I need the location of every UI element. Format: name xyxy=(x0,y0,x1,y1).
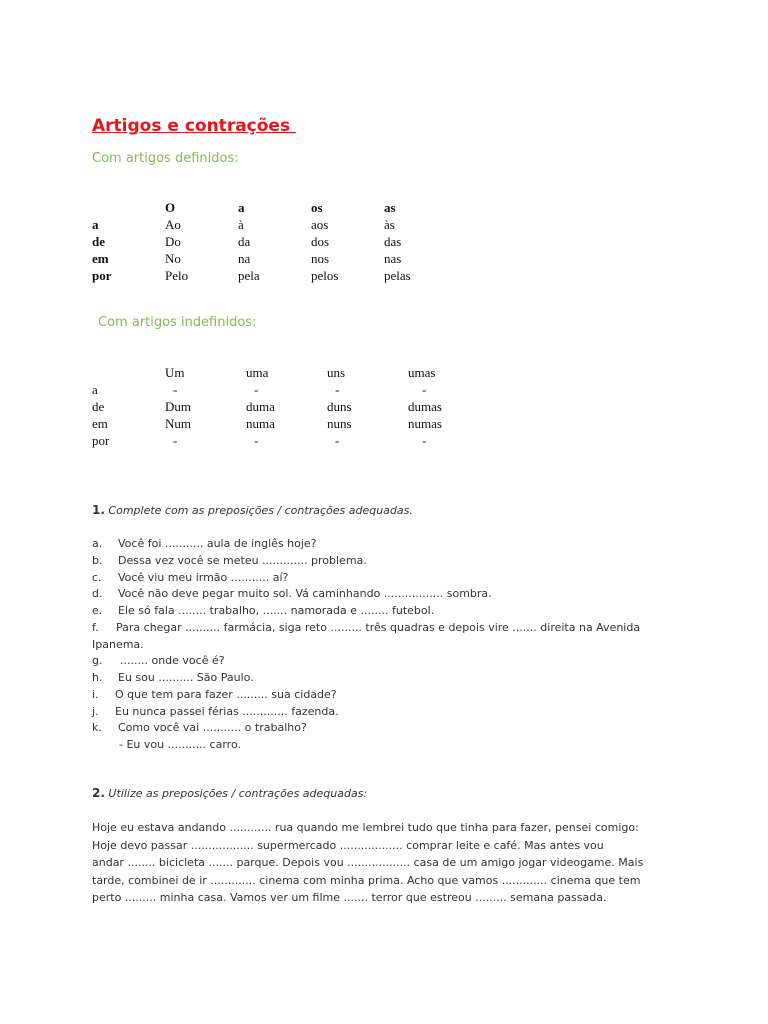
exercise-instruction: Utilize as preposições / contrações adequadas: xyxy=(108,787,368,800)
list-item xyxy=(92,670,692,687)
column-header: umas xyxy=(408,365,436,380)
table-header-row xyxy=(92,199,457,216)
table-cell: duns xyxy=(327,399,352,414)
row-label: de xyxy=(92,234,105,249)
table-cell: à xyxy=(238,217,244,232)
item-text: Ele só fala ........ trabalho, ....... namorada e ........ futebol. xyxy=(118,604,435,617)
table-cell: nuns xyxy=(327,416,352,431)
table-cell: Do xyxy=(165,234,181,249)
list-item xyxy=(92,553,692,570)
exercise-1-heading xyxy=(92,503,413,517)
table-cell: - xyxy=(335,433,340,448)
item-text: Você viu meu irmão ........... aí? xyxy=(118,570,289,584)
table-cell: nos xyxy=(311,251,330,266)
table-cell: dos xyxy=(311,234,330,249)
table-cell: dumas xyxy=(408,399,442,414)
table-cell: numas xyxy=(408,416,442,431)
list-item xyxy=(92,603,692,620)
paragraph-line: tarde, combinei de ir ............. cinema com minha prima. Acho que vamos ............. cinema que tem xyxy=(92,873,641,887)
paragraph-line: andar ........ bicicleta ....... parque. Depois vou .................. casa de um amigo jogar videogame. Mais xyxy=(92,856,644,869)
table-cell: pelas xyxy=(384,268,411,283)
item-label: g. xyxy=(92,654,103,668)
table-cell: - xyxy=(422,382,427,397)
exercise-number: 2. xyxy=(92,786,105,800)
list-item xyxy=(92,620,692,637)
table-cell: numa xyxy=(246,416,275,431)
table-cell: Dum xyxy=(165,399,191,414)
item-label: f. xyxy=(92,620,99,634)
indefinite-articles-table xyxy=(92,364,495,449)
list-item-continuation xyxy=(92,637,692,654)
exercise-1-items xyxy=(92,536,692,754)
column-header: as xyxy=(384,200,396,215)
list-item xyxy=(92,586,692,603)
column-header: Um xyxy=(165,365,185,380)
table-cell: nas xyxy=(384,251,402,266)
table-header-row xyxy=(92,364,495,381)
paragraph-line: Hoje eu estava andando ............ rua quando me lembrei tudo que tinha para fazer, pensei comigo: xyxy=(92,821,639,834)
table-row xyxy=(92,398,495,415)
table-cell: das xyxy=(384,234,402,249)
list-item xyxy=(92,687,692,704)
row-label: em xyxy=(92,416,108,431)
item-label: a. xyxy=(92,537,103,550)
row-label: em xyxy=(92,251,109,266)
table-cell: Pelo xyxy=(165,268,189,283)
table-cell: aos xyxy=(311,217,329,232)
table-cell: No xyxy=(165,251,181,266)
paragraph-line: Hoje devo passar .................. supermercado .................. comprar leite e café. Mas antes vou xyxy=(92,838,604,852)
table-cell: - xyxy=(173,382,178,397)
item-label: i. xyxy=(92,687,99,701)
list-item xyxy=(92,653,692,670)
table-cell: - xyxy=(254,433,259,448)
table-cell: na xyxy=(238,251,251,266)
row-label: a xyxy=(92,217,99,232)
column-header: uns xyxy=(327,365,346,380)
exercise-instruction: Complete com as preposições / contrações adequadas. xyxy=(108,504,413,517)
table-cell: Num xyxy=(165,416,191,431)
table-cell: - xyxy=(335,382,340,397)
list-item xyxy=(92,570,692,587)
item-label: e. xyxy=(92,604,103,617)
item-text: Eu nunca passei férias ............. fazenda. xyxy=(115,704,339,718)
row-label: por xyxy=(92,268,112,283)
column-header: a xyxy=(238,200,245,215)
item-text: Eu sou .......... São Paulo. xyxy=(118,671,254,684)
table-cell: - xyxy=(422,433,427,448)
definite-articles-heading: Com artigos definidos: xyxy=(92,151,239,166)
item-text: Como você vai ........... o trabalho? xyxy=(118,721,307,735)
list-item-answer xyxy=(92,737,692,754)
item-text: ........ onde você é? xyxy=(120,654,225,668)
table-cell: pelos xyxy=(311,268,339,283)
item-label: h. xyxy=(92,671,103,684)
table-row xyxy=(92,432,495,449)
item-text: O que tem para fazer ......... sua cidade? xyxy=(115,687,337,701)
table-row xyxy=(92,267,457,284)
item-text: Para chegar .......... farmácia, siga reto ......... três quadras e depois vire ....... direita na Avenida xyxy=(116,620,641,634)
column-header: O xyxy=(165,200,176,215)
table-cell: pela xyxy=(238,268,260,283)
column-header: os xyxy=(311,200,323,215)
exercise-2-paragraph xyxy=(92,819,692,907)
table-cell: da xyxy=(238,234,251,249)
list-item xyxy=(92,704,692,721)
item-label: k. xyxy=(92,721,102,735)
table-row xyxy=(92,216,457,233)
paragraph-line: perto ......... minha casa. Vamos ver um filme ....... terror que estreou ......... semana passada. xyxy=(92,891,607,904)
exercise-2-heading xyxy=(92,786,367,800)
item-text: Você foi ........... aula de inglês hoje? xyxy=(118,537,317,550)
table-cell: às xyxy=(384,217,395,232)
row-label: a xyxy=(92,382,98,397)
item-label: b. xyxy=(92,553,103,567)
table-cell: duma xyxy=(246,399,275,414)
table-row xyxy=(92,381,495,398)
item-text: Ipanema. xyxy=(92,637,144,651)
item-label: j. xyxy=(92,704,99,718)
exercise-number: 1. xyxy=(92,503,105,517)
list-item xyxy=(92,536,692,553)
page-title: Artigos e contrações xyxy=(92,116,296,136)
table-cell: Ao xyxy=(165,217,181,232)
indefinite-articles-heading: Com artigos indefinidos: xyxy=(98,315,257,330)
table-row xyxy=(92,250,457,267)
list-item xyxy=(92,720,692,737)
item-text: - Eu vou ........... carro. xyxy=(119,738,241,751)
table-cell: - xyxy=(254,382,259,397)
row-label: de xyxy=(92,399,105,414)
item-text: Dessa vez você se meteu ............. problema. xyxy=(118,553,367,567)
item-label: d. xyxy=(92,587,103,601)
item-text: Você não deve pegar muito sol. Vá caminhando ................. sombra. xyxy=(118,587,492,601)
definite-articles-table xyxy=(92,199,457,284)
column-header: uma xyxy=(246,365,269,380)
table-row xyxy=(92,415,495,432)
table-row xyxy=(92,233,457,250)
table-cell: - xyxy=(173,433,178,448)
item-label: c. xyxy=(92,570,102,584)
row-label: por xyxy=(92,433,110,448)
